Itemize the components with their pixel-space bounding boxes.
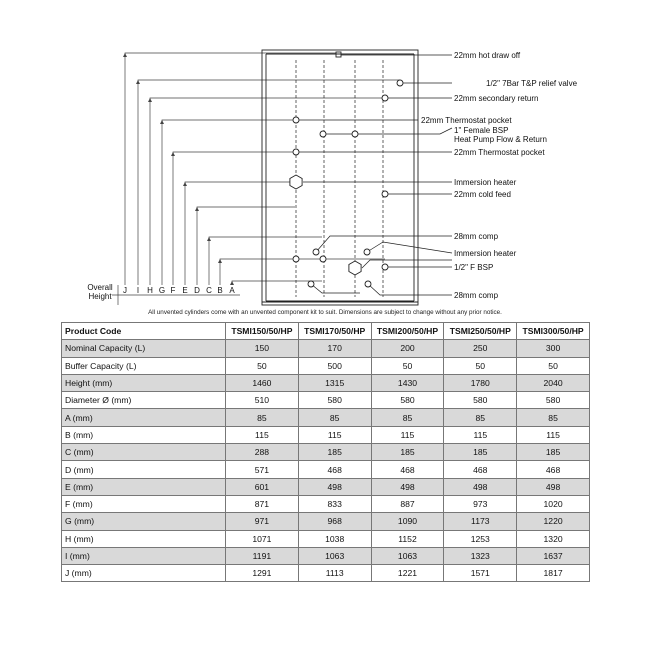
callout-leader: [367, 242, 452, 253]
diagram-labels: [87, 51, 577, 301]
table-cell: 1315: [298, 374, 371, 391]
table-cell: 185: [298, 444, 371, 461]
row-label: C (mm): [62, 444, 226, 461]
table-cell: 1571: [444, 565, 517, 582]
table-cell: 498: [517, 478, 590, 495]
dimension-leader: [138, 80, 400, 285]
callout-label: Immersion heater: [454, 249, 517, 258]
table-cell: 500: [298, 357, 371, 374]
immersion-heater-hex: [349, 261, 361, 275]
table-row: [62, 530, 590, 547]
table-cell: 571: [226, 461, 299, 478]
port-circle: [293, 117, 299, 123]
table-cell: 185: [444, 444, 517, 461]
hot-draw-off-port: [336, 52, 341, 57]
table-row: [62, 426, 590, 443]
table-cell: 1320: [517, 530, 590, 547]
table-cell: 1291: [226, 565, 299, 582]
comp-port-circle: [365, 281, 371, 287]
table-cell: 1323: [444, 547, 517, 564]
table-cell: 1020: [517, 495, 590, 512]
dimension-arrow: [123, 53, 127, 57]
row-label: A (mm): [62, 409, 226, 426]
column-header: Product Code: [62, 323, 226, 340]
dimension-letter: E: [182, 286, 188, 295]
callout-label: 22mm Thermostat pocket: [454, 148, 545, 157]
table-cell: 1063: [298, 547, 371, 564]
table-cell: 887: [371, 495, 444, 512]
table-cell: 1063: [371, 547, 444, 564]
table-cell: 200: [371, 340, 444, 357]
callout-label: 22mm Thermostat pocket: [421, 116, 512, 125]
callout-label: 28mm comp: [454, 232, 499, 241]
table-cell: 1817: [517, 565, 590, 582]
cylinder-diagram: [0, 0, 650, 310]
overall-height-label: Overall: [87, 283, 113, 292]
dimension-leader: [185, 182, 295, 285]
table-cell: 1460: [226, 374, 299, 391]
port-circle: [352, 131, 358, 137]
table-cell: 85: [444, 409, 517, 426]
callout-label: 22mm hot draw off: [454, 51, 521, 60]
table-cell: 115: [444, 426, 517, 443]
dimension-leader: [173, 152, 295, 285]
table-cell: 833: [298, 495, 371, 512]
row-label: Height (mm): [62, 374, 226, 391]
table-cell: 1780: [444, 374, 517, 391]
dimension-arrow: [136, 80, 140, 84]
table-row: [62, 357, 590, 374]
table-row: [62, 495, 590, 512]
table-cell: 580: [298, 392, 371, 409]
dimension-letter: G: [158, 286, 166, 295]
dimension-letter: C: [206, 286, 212, 295]
table-cell: 1152: [371, 530, 444, 547]
table-cell: 85: [517, 409, 590, 426]
dimension-arrow: [160, 120, 164, 124]
dimension-letter: A: [229, 286, 235, 295]
callout-label: Immersion heater: [454, 178, 517, 187]
table-cell: 288: [226, 444, 299, 461]
table-row: [62, 461, 590, 478]
callout-label: 22mm secondary return: [454, 94, 539, 103]
table-cell: 115: [226, 426, 299, 443]
dimension-letter: F: [170, 286, 176, 295]
fittings: [290, 80, 403, 287]
table-cell: 185: [517, 444, 590, 461]
table-cell: 871: [226, 495, 299, 512]
dimension-arrow: [195, 207, 199, 211]
callout-leader: [358, 128, 452, 134]
dimension-leader: [209, 237, 322, 285]
table-cell: 150: [226, 340, 299, 357]
product-spec-table: [61, 322, 590, 582]
dimension-leader: [125, 53, 336, 285]
table-row: [62, 444, 590, 461]
table-cell: 510: [226, 392, 299, 409]
table-cell: 580: [517, 392, 590, 409]
row-label: G (mm): [62, 513, 226, 530]
dimension-arrow: [148, 98, 152, 102]
row-label: Nominal Capacity (L): [62, 340, 226, 357]
dimension-leader: [197, 207, 295, 285]
table-cell: 1221: [371, 565, 444, 582]
table-cell: 1071: [226, 530, 299, 547]
table-cell: 1637: [517, 547, 590, 564]
port-circle: [382, 95, 388, 101]
column-header: TSMI250/50/HP: [444, 323, 517, 340]
table-cell: 580: [371, 392, 444, 409]
table-row: [62, 547, 590, 564]
disclaimer-notice: All unvented cylinders come with an unvented component kit to suit. Dimensions are subject to change without any prior notice.: [148, 309, 502, 316]
callout-label: 28mm comp: [454, 291, 499, 300]
table-cell: 1090: [371, 513, 444, 530]
table-cell: 170: [298, 340, 371, 357]
table-cell: 468: [371, 461, 444, 478]
table-cell: 1430: [371, 374, 444, 391]
callout-label: 1/2" 7Bar T&P relief valve: [486, 79, 578, 88]
table-cell: 498: [371, 478, 444, 495]
row-label: D (mm): [62, 461, 226, 478]
column-header: TSMI300/50/HP: [517, 323, 590, 340]
column-header: TSMI200/50/HP: [371, 323, 444, 340]
table-cell: 115: [371, 426, 444, 443]
table-cell: 300: [517, 340, 590, 357]
table-cell: 2040: [517, 374, 590, 391]
table-cell: 50: [371, 357, 444, 374]
dimension-arrow: [207, 237, 211, 241]
table-row: [62, 374, 590, 391]
row-label: E (mm): [62, 478, 226, 495]
table-cell: 468: [517, 461, 590, 478]
callout-label: 22mm cold feed: [454, 190, 511, 199]
table-cell: 185: [371, 444, 444, 461]
comp-port-circle: [364, 249, 370, 255]
row-label: Buffer Capacity (L): [62, 357, 226, 374]
table-cell: 1173: [444, 513, 517, 530]
port-circle: [320, 131, 326, 137]
table-row: [62, 565, 590, 582]
table-row: [62, 409, 590, 426]
table-cell: 115: [517, 426, 590, 443]
dimension-letter: I: [136, 286, 140, 295]
row-label: J (mm): [62, 565, 226, 582]
port-circle: [293, 149, 299, 155]
table-cell: 50: [226, 357, 299, 374]
table-cell: 973: [444, 495, 517, 512]
callout-leader: [368, 284, 452, 295]
column-header: TSMI150/50/HP: [226, 323, 299, 340]
table-cell: 601: [226, 478, 299, 495]
dimension-arrow: [230, 281, 234, 285]
callout-label: Heat Pump Flow & Return: [454, 135, 547, 144]
callout-label: 1" Female BSP: [454, 126, 509, 135]
port-circle: [382, 191, 388, 197]
row-label: B (mm): [62, 426, 226, 443]
table-cell: 85: [226, 409, 299, 426]
overall-height-label: Height: [88, 292, 112, 301]
table-cell: 50: [444, 357, 517, 374]
dimension-letter: H: [147, 286, 153, 295]
dimension-letter: J: [123, 286, 127, 295]
column-header: TSMI170/50/HP: [298, 323, 371, 340]
comp-port-circle: [308, 281, 314, 287]
dimension-arrow: [171, 152, 175, 156]
immersion-heater-hex: [290, 175, 302, 189]
callout-leader: [311, 284, 360, 293]
table-cell: 498: [298, 478, 371, 495]
table-cell: 85: [371, 409, 444, 426]
row-label: I (mm): [62, 547, 226, 564]
table-cell: 1113: [298, 565, 371, 582]
port-circle: [293, 256, 299, 262]
table-cell: 50: [517, 357, 590, 374]
table-cell: 1220: [517, 513, 590, 530]
callout-label: 1/2" F BSP: [454, 263, 494, 272]
port-circle: [320, 256, 326, 262]
dimension-arrow: [183, 182, 187, 186]
table-cell: 968: [298, 513, 371, 530]
table-row: [62, 478, 590, 495]
row-label: F (mm): [62, 495, 226, 512]
table-cell: 580: [444, 392, 517, 409]
table-row: [62, 340, 590, 357]
table-cell: 498: [444, 478, 517, 495]
table-cell: 250: [444, 340, 517, 357]
table-header-row: [62, 323, 590, 340]
table-cell: 1253: [444, 530, 517, 547]
port-circle: [397, 80, 403, 86]
port-circle: [382, 264, 388, 270]
comp-port-circle: [313, 249, 319, 255]
table-cell: 1191: [226, 547, 299, 564]
dimension-leader: [162, 120, 295, 285]
table-row: [62, 513, 590, 530]
table-cell: 971: [226, 513, 299, 530]
table-cell: 1038: [298, 530, 371, 547]
table-row: [62, 392, 590, 409]
dimension-letter: B: [217, 286, 223, 295]
table-cell: 85: [298, 409, 371, 426]
dimension-arrow: [218, 259, 222, 263]
table-cell: 115: [298, 426, 371, 443]
table-cell: 468: [444, 461, 517, 478]
row-label: H (mm): [62, 530, 226, 547]
dimension-letter: D: [194, 286, 200, 295]
row-label: Diameter Ø (mm): [62, 392, 226, 409]
table-cell: 468: [298, 461, 371, 478]
